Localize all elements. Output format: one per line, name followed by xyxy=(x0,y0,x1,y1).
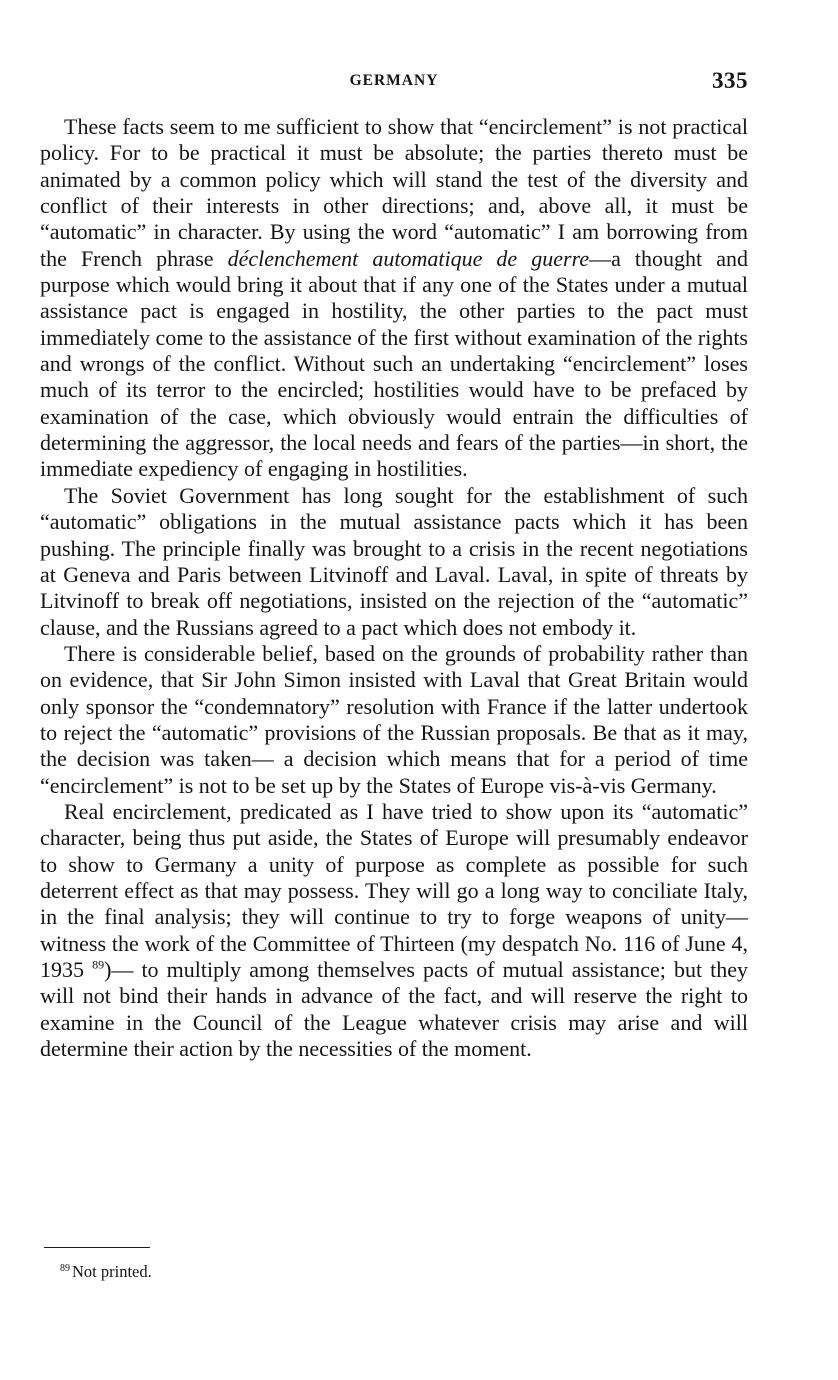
paragraph-2: The Soviet Government has long sought for the establishment of such “automatic” obligations in the mutual assistance pacts which it has been pushing. The principle finally was brought to a crisis in the recent negotiations at Geneva and Paris between Litvinoff and Laval. Laval, in spite of threats by Litvinoff to break off negotiations, insisted on the rejection of the “automatic” clause, and the Russians agreed to a pact which does not embody it. xyxy=(40,482,748,640)
paragraph-1-text-end: —a thought and purpose which would bring it about that if any one of the States under a mutual assistance pact is engaged in hostility, the other parties to the pact must immediately come to the assistance of the first without examination of the rights and wrongs of the conflict. Without such an undertaking “encirclement” loses much of its terror to the encircled; hostilities would have to be prefaced by examination of the case, which obviously would entrain the difficulties of determining the aggressor, the local needs and fears of the parties—in short, the immediate expediency of engaging in hostilities. xyxy=(40,245,748,482)
french-phrase: déclenchement automatique de guerre xyxy=(227,245,590,271)
paragraph-3: There is considerable belief, based on the grounds of probability rather than on evidence, that Sir John Simon insisted with Laval that Great Britain would only sponsor the “condemnatory” resolution with France if the latter undertook to reject the “automatic” provisions of the Russian proposals. Be that as it may, the decision was taken— a decision which means that for a period of time “encirclement” is not to be set up by the States of Europe vis-à-vis Germany. xyxy=(40,640,748,798)
footnote-number: 89 xyxy=(60,1262,70,1274)
body-text xyxy=(40,114,748,1062)
footnote xyxy=(60,1262,152,1282)
paragraph-4-text-end: )— to multiply among themselves pacts of mutual assistance; but they will not bind their hands in advance of the fact, and will reserve the right to examine in the Council of the League whatever crisis may arise and will determine their action by the necessities of the moment. xyxy=(40,957,748,1062)
page-number: 335 xyxy=(712,68,748,93)
running-head-title: GERMANY xyxy=(349,72,439,89)
footnote-reference: 89 xyxy=(92,957,105,972)
footnote-divider xyxy=(44,1247,150,1248)
running-head xyxy=(40,68,748,98)
paragraph-4 xyxy=(40,799,748,1062)
paragraph-1 xyxy=(40,114,748,483)
footnote-text: Not printed. xyxy=(72,1262,152,1281)
paragraph-1-text-start: These facts seem to me sufficient to show that “encirclement” is not practical policy. For to be practical it must be absolute; the parties thereto must be animated by a common policy which will stand the test of the diversity and conflict of their interests in other directions; and, above all, it must be “automatic” in character. By using the word “automatic” I am borrowing from the French phrase xyxy=(40,114,748,271)
paragraph-4-text-start: Real encirclement, predicated as I have tried to show upon its “automatic” character, being thus put aside, the States of Europe will presumably endeavor to show to Germany a unity of purpose as complete as possible for such deterrent effect as that may possess. They will go a long way to conciliate Italy, in the final analysis; they will continue to try to forge weapons of unity—witness the work of the Committee of Thirteen (my despatch No. 116 of June 4, 1935 xyxy=(40,798,748,982)
